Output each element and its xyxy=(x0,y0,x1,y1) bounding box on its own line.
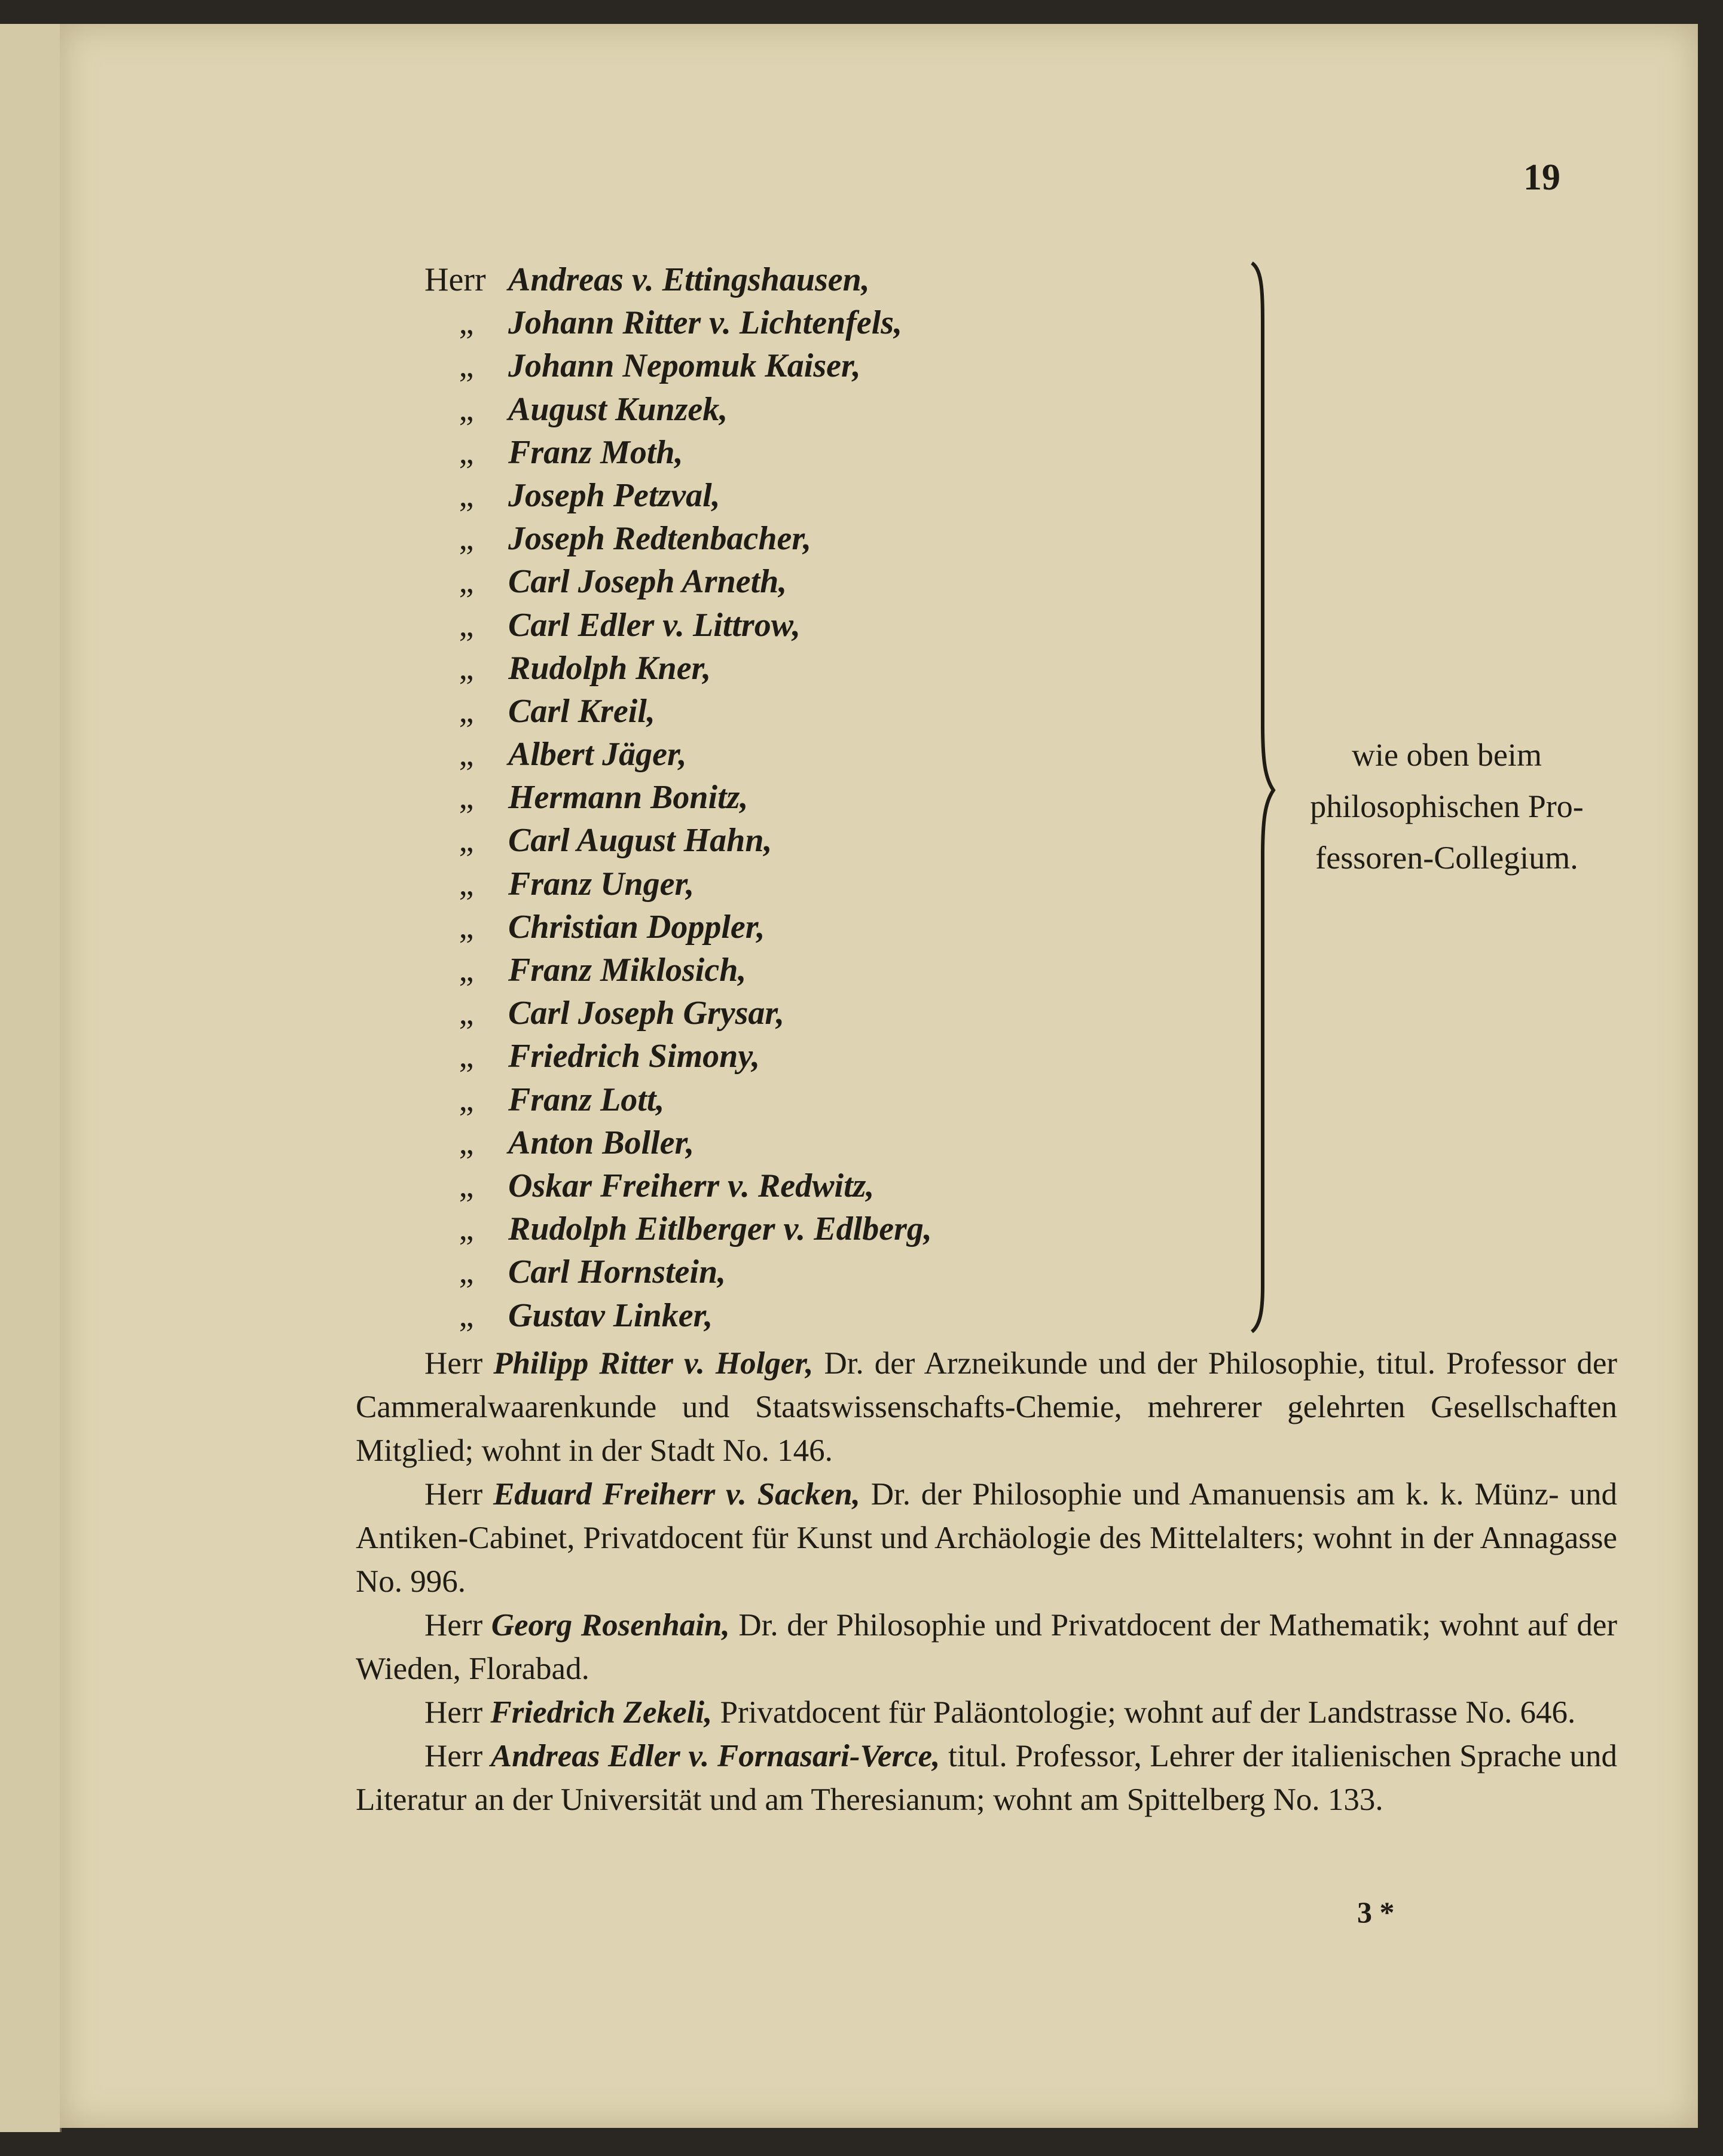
signature-mark: 3 * xyxy=(1357,1895,1395,1929)
ditto-mark: „ xyxy=(459,1253,474,1291)
docent-paragraphs xyxy=(356,1342,1617,1822)
ditto-mark: „ xyxy=(459,822,474,860)
ditto-mark: „ xyxy=(459,563,474,601)
professor-name: Rudolph Eitlberger v. Edlberg, xyxy=(508,1210,932,1248)
ditto-mark: „ xyxy=(459,952,474,989)
ditto-mark: „ xyxy=(459,865,474,903)
name-row xyxy=(424,863,1250,906)
docent-entry xyxy=(356,1604,1617,1691)
docent-entry xyxy=(356,1342,1617,1473)
book-binding xyxy=(0,24,62,2132)
docent-description: Dr. der Philosophie und Privatdocent der Mathematik; wohnt auf der Wieden, Florabad. xyxy=(356,1608,1618,1686)
ditto-mark: „ xyxy=(459,390,474,428)
side-note-line: philosophischen Pro- xyxy=(1310,788,1584,824)
ditto-mark: „ xyxy=(459,1038,474,1075)
herr-prefix: Herr xyxy=(424,261,486,298)
ditto-mark: „ xyxy=(459,347,474,385)
name-row xyxy=(424,560,1250,603)
ditto-mark: „ xyxy=(459,692,474,730)
name-row xyxy=(424,1207,1250,1250)
professor-name: Anton Boller, xyxy=(508,1124,695,1161)
ditto-mark: „ xyxy=(459,476,474,514)
name-row xyxy=(424,474,1250,517)
name-row xyxy=(424,819,1250,862)
professor-name: Andreas v. Ettingshausen, xyxy=(508,261,870,298)
docent-name: Andreas Edler v. Fornasari-Verce, xyxy=(490,1739,940,1773)
name-row xyxy=(424,1121,1250,1164)
ditto-mark: „ xyxy=(459,649,474,687)
docent-description: Dr. der Arzneikunde und der Philosophie, titul. Professor der Cammeralwaarenkunde und Staatswissenschafts-Chemie, mehrerer gelehrten Gesellschaften Mitglied; wohnt in der Stadt No. 146. xyxy=(356,1346,1618,1468)
professor-name: Joseph Redtenbacher, xyxy=(508,520,812,558)
name-row xyxy=(424,1294,1250,1337)
book-page xyxy=(60,24,1698,2128)
ditto-mark: „ xyxy=(459,995,474,1032)
ditto-mark: „ xyxy=(459,1124,474,1161)
ditto-mark: „ xyxy=(459,1081,474,1118)
professor-name: Carl Hornstein, xyxy=(508,1253,726,1291)
professor-name: Oskar Freiherr v. Redwitz, xyxy=(508,1167,875,1204)
name-row xyxy=(424,690,1250,733)
docent-name: Philipp Ritter v. Holger, xyxy=(493,1346,814,1381)
name-row xyxy=(424,344,1250,387)
name-row xyxy=(424,431,1250,474)
page-number: 19 xyxy=(1523,157,1560,198)
name-row xyxy=(424,301,1250,344)
professor-name: Carl August Hahn, xyxy=(508,822,772,860)
herr-prefix: Herr xyxy=(424,1477,483,1512)
docent-name: Georg Rosenhain, xyxy=(491,1608,730,1643)
name-row xyxy=(424,604,1250,647)
side-note-line: fessoren-Collegium. xyxy=(1315,840,1578,876)
name-row xyxy=(424,517,1250,560)
name-row xyxy=(424,1250,1250,1293)
docent-description: titul. Professor, Lehrer der italienischen Sprache und Literatur an der Universität und am Theresianum; wohnt am Spittelberg No. 133. xyxy=(356,1739,1618,1817)
docent-entry xyxy=(356,1473,1617,1604)
herr-prefix: Herr xyxy=(424,1739,483,1773)
name-row xyxy=(424,733,1250,776)
herr-prefix: Herr xyxy=(424,1608,483,1643)
name-row xyxy=(424,1164,1250,1207)
professor-name: August Kunzek, xyxy=(508,390,728,428)
ditto-mark: „ xyxy=(459,779,474,816)
herr-prefix: Herr xyxy=(424,1695,483,1730)
name-row xyxy=(424,776,1250,819)
professor-name: Rudolph Kner, xyxy=(508,649,711,687)
professor-name: Carl Edler v. Littrow, xyxy=(508,606,801,644)
professor-name: Friedrich Simony, xyxy=(508,1038,760,1075)
professor-name: Gustav Linker, xyxy=(508,1296,713,1334)
professor-name: Carl Kreil, xyxy=(508,692,655,730)
professor-name: Joseph Petzval, xyxy=(508,476,720,514)
side-note-line: wie oben beim xyxy=(1352,737,1542,773)
professor-name: Hermann Bonitz, xyxy=(508,779,749,816)
professor-name: Franz Unger, xyxy=(508,865,695,903)
name-row xyxy=(424,1078,1250,1121)
ditto-mark: „ xyxy=(459,304,474,342)
professor-name: Albert Jäger, xyxy=(508,736,687,773)
ditto-mark: „ xyxy=(459,736,474,773)
professor-name: Franz Moth, xyxy=(508,433,683,471)
ditto-mark: „ xyxy=(459,606,474,644)
ditto-mark: „ xyxy=(459,908,474,946)
name-row xyxy=(424,949,1250,992)
professor-name: Carl Joseph Grysar, xyxy=(508,995,785,1032)
name-row xyxy=(424,992,1250,1035)
professor-name: Franz Miklosich, xyxy=(508,952,747,989)
docent-description: Privatdocent für Paläontologie; wohnt auf der Landstrasse No. 646. xyxy=(720,1695,1576,1730)
professor-name: Christian Doppler, xyxy=(508,908,765,946)
ditto-mark: „ xyxy=(459,433,474,471)
ditto-mark: „ xyxy=(459,520,474,558)
side-note xyxy=(1291,729,1602,883)
professor-name: Franz Lott, xyxy=(508,1081,665,1118)
name-row xyxy=(424,258,1250,301)
curly-brace xyxy=(1250,258,1285,1334)
professor-name: Johann Ritter v. Lichtenfels, xyxy=(508,304,903,342)
name-row xyxy=(424,388,1250,431)
docent-entry xyxy=(356,1735,1617,1822)
name-row xyxy=(424,647,1250,690)
docent-description: Dr. der Philosophie und Amanuensis am k. k. Münz- und Antiken-Cabinet, Privatdocent für Kunst und Archäologie des Mittelalters; wohnt in der Annagasse No. 996. xyxy=(356,1477,1617,1599)
ditto-mark: „ xyxy=(459,1210,474,1248)
professor-name: Johann Nepomuk Kaiser, xyxy=(508,347,861,385)
herr-prefix: Herr xyxy=(424,1346,483,1381)
docent-entry xyxy=(356,1691,1617,1735)
professor-name: Carl Joseph Arneth, xyxy=(508,563,787,601)
docent-name: Friedrich Zekeli, xyxy=(490,1695,713,1730)
ditto-mark: „ xyxy=(459,1167,474,1204)
name-row xyxy=(424,1035,1250,1078)
professor-name-list xyxy=(424,258,1250,1337)
docent-name: Eduard Freiherr v. Sacken, xyxy=(493,1477,860,1512)
ditto-mark: „ xyxy=(459,1296,474,1334)
name-row xyxy=(424,906,1250,949)
